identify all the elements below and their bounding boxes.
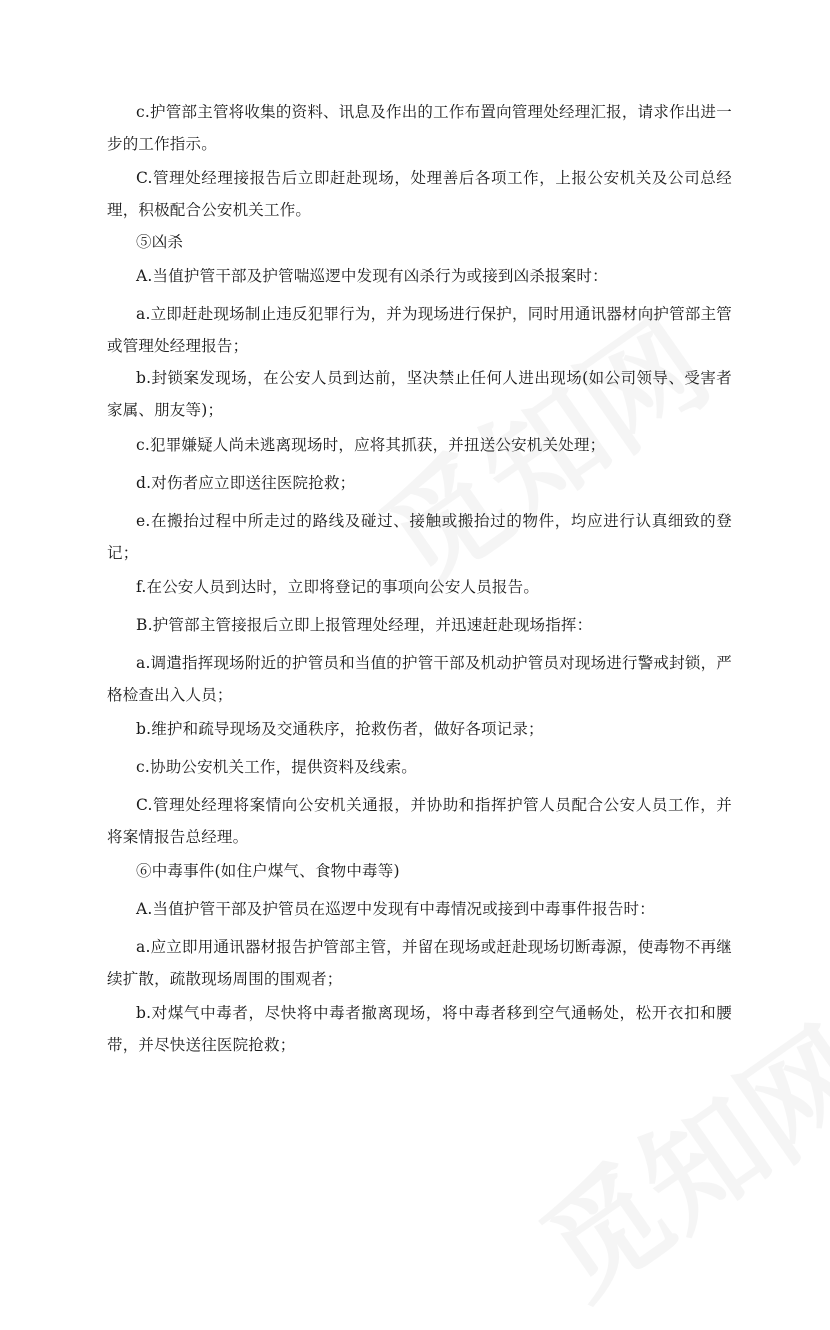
paragraph: a.立即赶赴现场制止违反犯罪行为，并为现场进行保护，同时用通讯器材向护管部主管或管理处经理报告； [107, 305, 732, 355]
paragraph: a.调遣指挥现场附近的护管员和当值的护管干部及机动护管员对现场进行警戒封锁，严格检查出入人员； [107, 654, 732, 704]
section-heading: ⑥中毒事件(如住户煤气、食物中毒等) [136, 862, 400, 880]
paragraph: b.对煤气中毒者，尽快将中毒者撤离现场，将中毒者移到空气通畅处，松开衣扣和腰带，并尽快送往医院抢救； [107, 1004, 732, 1054]
paragraph: a.应立即用通讯器材报告护管部主管，并留在现场或赶赴现场切断毒源，使毒物不再继续扩散，疏散现场周围的围观者； [107, 938, 732, 988]
paragraph: b.维护和疏导现场及交通秩序，抢救伤者，做好各项记录； [136, 720, 544, 738]
paragraph: f.在公安人员到达时，立即将登记的事项向公安人员报告。 [136, 578, 540, 596]
paragraph: C.管理处经理将案情向公安机关通报，并协助和指挥护管人员配合公安人员工作，并将案情报告总经理。 [107, 796, 732, 846]
paragraph: B.护管部主管接报后立即上报管理处经理，并迅速赶赴现场指挥： [136, 616, 593, 634]
paragraph: c.协助公安机关工作，提供资料及线索。 [136, 758, 417, 776]
paragraph: A.当值护管干部及护管员在巡逻中发现有中毒情况或接到中毒事件报告时： [136, 900, 655, 918]
paragraph: c.犯罪嫌疑人尚未逃离现场时，应将其抓获，并扭送公安机关处理； [136, 436, 606, 454]
section-heading: ⑤凶杀 [136, 233, 184, 251]
paragraph: d.对伤者应立即送往医院抢救； [136, 474, 356, 492]
paragraph: e.在搬抬过程中所走过的路线及碰过、接触或搬抬过的物件，均应进行认真细致的登记； [107, 512, 732, 562]
paragraph: C.管理处经理接报告后立即赶赴现场，处理善后各项工作，上报公安机关及公司总经理，积极配合公安机关工作。 [107, 169, 732, 219]
paragraph: A.当值护管干部及护管喘巡逻中发现有凶杀行为或接到凶杀报案时： [136, 267, 608, 285]
paragraph: b.封锁案发现场，在公安人员到达前，坚决禁止任何人进出现场(如公司领导、受害者家属、朋友等)； [107, 369, 732, 419]
paragraph: c.护管部主管将收集的资料、讯息及作出的工作布置向管理处经理汇报，请求作出进一步的工作指示。 [107, 103, 732, 153]
